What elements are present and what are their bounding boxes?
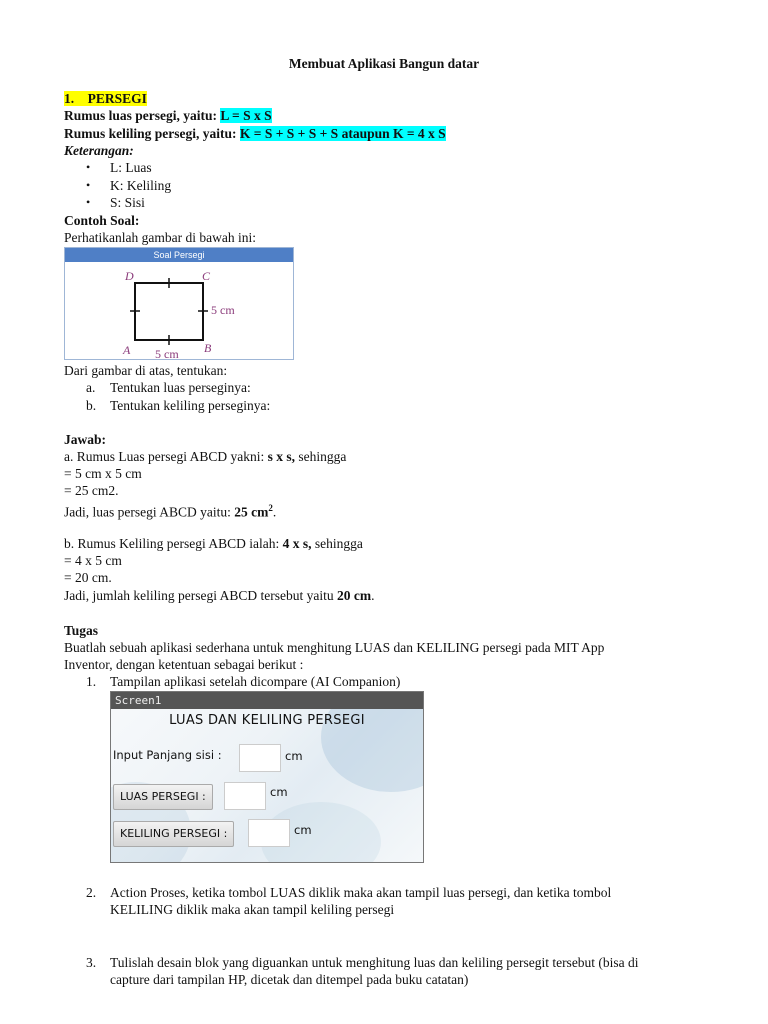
jawab-a-line4: Jadi, luas persegi ABCD yaitu: 25 $cm^2$. bbox=[64, 503, 277, 520]
jawab-a-line1: a. Rumus Luas persegi ABCD yakni: s x s, sehingga bbox=[64, 449, 347, 464]
document-page bbox=[64, 0, 704, 987]
luas-button[interactable]: LUAS PERSEGI : bbox=[113, 784, 213, 810]
keliling-button[interactable]: KELILING PERSEGI : bbox=[113, 821, 234, 847]
unit-label: cm bbox=[285, 749, 303, 763]
section-name: PERSEGI bbox=[87, 91, 147, 106]
list-item: 1. Tampilan aplikasi setelah dicompare (AI Companion) bbox=[86, 674, 401, 689]
status-bar: Screen1 bbox=[111, 692, 423, 709]
question-list bbox=[64, 379, 704, 414]
unit-label: cm bbox=[270, 785, 288, 799]
list-item: a. Tentukan luas perseginya: bbox=[86, 380, 251, 395]
vertex-b: B bbox=[204, 341, 212, 355]
formula-perimeter-value: K = S + S + S + S ataupun K = 4 x S bbox=[239, 126, 446, 141]
tugas-intro-2: Inventor, dengan ketentuan sebagai berikut : bbox=[64, 657, 304, 672]
jawab-b-line1: b. Rumus Keliling persegi ABCD ialah: 4 x s, sehingga bbox=[64, 536, 363, 551]
square-figure bbox=[64, 247, 294, 360]
vertex-d: D bbox=[125, 269, 134, 283]
question-intro: Dari gambar di atas, tentukan: bbox=[64, 363, 228, 378]
side-right-label: 5 cm bbox=[211, 303, 235, 317]
jawab-b-line2: = 4 x 5 cm bbox=[64, 553, 122, 568]
contoh-intro: Perhatikanlah gambar di bawah ini: bbox=[64, 230, 256, 245]
tugas-intro-1: Buatlah sebuah aplikasi sederhana untuk menghitung LUAS dan KELILING persegi pada MIT App bbox=[64, 640, 605, 655]
list-item: • K: Keliling bbox=[64, 177, 704, 195]
vertex-a: A bbox=[123, 343, 131, 357]
side-bottom-label: 5 cm bbox=[155, 347, 179, 359]
side-input[interactable] bbox=[239, 744, 281, 772]
vertex-c: C bbox=[202, 269, 211, 283]
jawab-b-line3: = 20 cm. bbox=[64, 570, 112, 585]
keterangan-heading: Keterangan: bbox=[64, 143, 134, 158]
formula-area-value: L = S x S bbox=[220, 108, 272, 123]
jawab-b-line4: Jadi, jumlah keliling persegi ABCD tersebut yaitu 20 cm. bbox=[64, 588, 375, 603]
square-shape bbox=[135, 283, 203, 340]
app-screen bbox=[110, 691, 424, 863]
section-heading bbox=[64, 90, 147, 108]
keliling-output bbox=[248, 819, 290, 847]
list-item: • S: Sisi bbox=[64, 194, 704, 212]
list-item: 3. Tulislah desain blok yang diguankan untuk menghitung luas dan keliling persegit tersebut (bisa di capture dari tampilan HP, dicetak dan ditempel pada buku catatan) bbox=[86, 954, 639, 987]
formula-area: Rumus luas persegi, yaitu: L = S x S bbox=[64, 108, 272, 123]
input-label: Input Panjang sisi : bbox=[113, 748, 222, 762]
list-item: 2. Action Proses, ketika tombol LUAS diklik maka akan tampil luas persegi, dan ketika tombol KELILING diklik maka akan tampil keliling persegi bbox=[86, 884, 612, 917]
list-item: b. Tentukan keliling perseginya: bbox=[86, 397, 271, 413]
square-diagram bbox=[65, 262, 293, 359]
jawab-a-line2: = 5 cm x 5 cm bbox=[64, 466, 142, 481]
section-number: 1. bbox=[64, 91, 75, 106]
figure-banner: Soal Persegi bbox=[65, 248, 293, 262]
list-item: • L: Luas bbox=[64, 159, 704, 177]
jawab-heading: Jawab: bbox=[64, 432, 107, 447]
document-title: Membuat Aplikasi Bangun datar bbox=[288, 56, 480, 71]
formula-perimeter: Rumus keliling persegi, yaitu: K = S + S + S + S ataupun K = 4 x S bbox=[64, 126, 446, 141]
luas-output bbox=[224, 782, 266, 810]
tugas-heading: Tugas bbox=[64, 623, 99, 638]
jawab-a-line3: = 25 cm2. bbox=[64, 483, 119, 498]
keterangan-list bbox=[64, 159, 704, 212]
app-header: LUAS DAN KELILING PERSEGI bbox=[169, 713, 365, 728]
unit-label: cm bbox=[294, 823, 312, 837]
contoh-heading: Contoh Soal: bbox=[64, 213, 140, 228]
